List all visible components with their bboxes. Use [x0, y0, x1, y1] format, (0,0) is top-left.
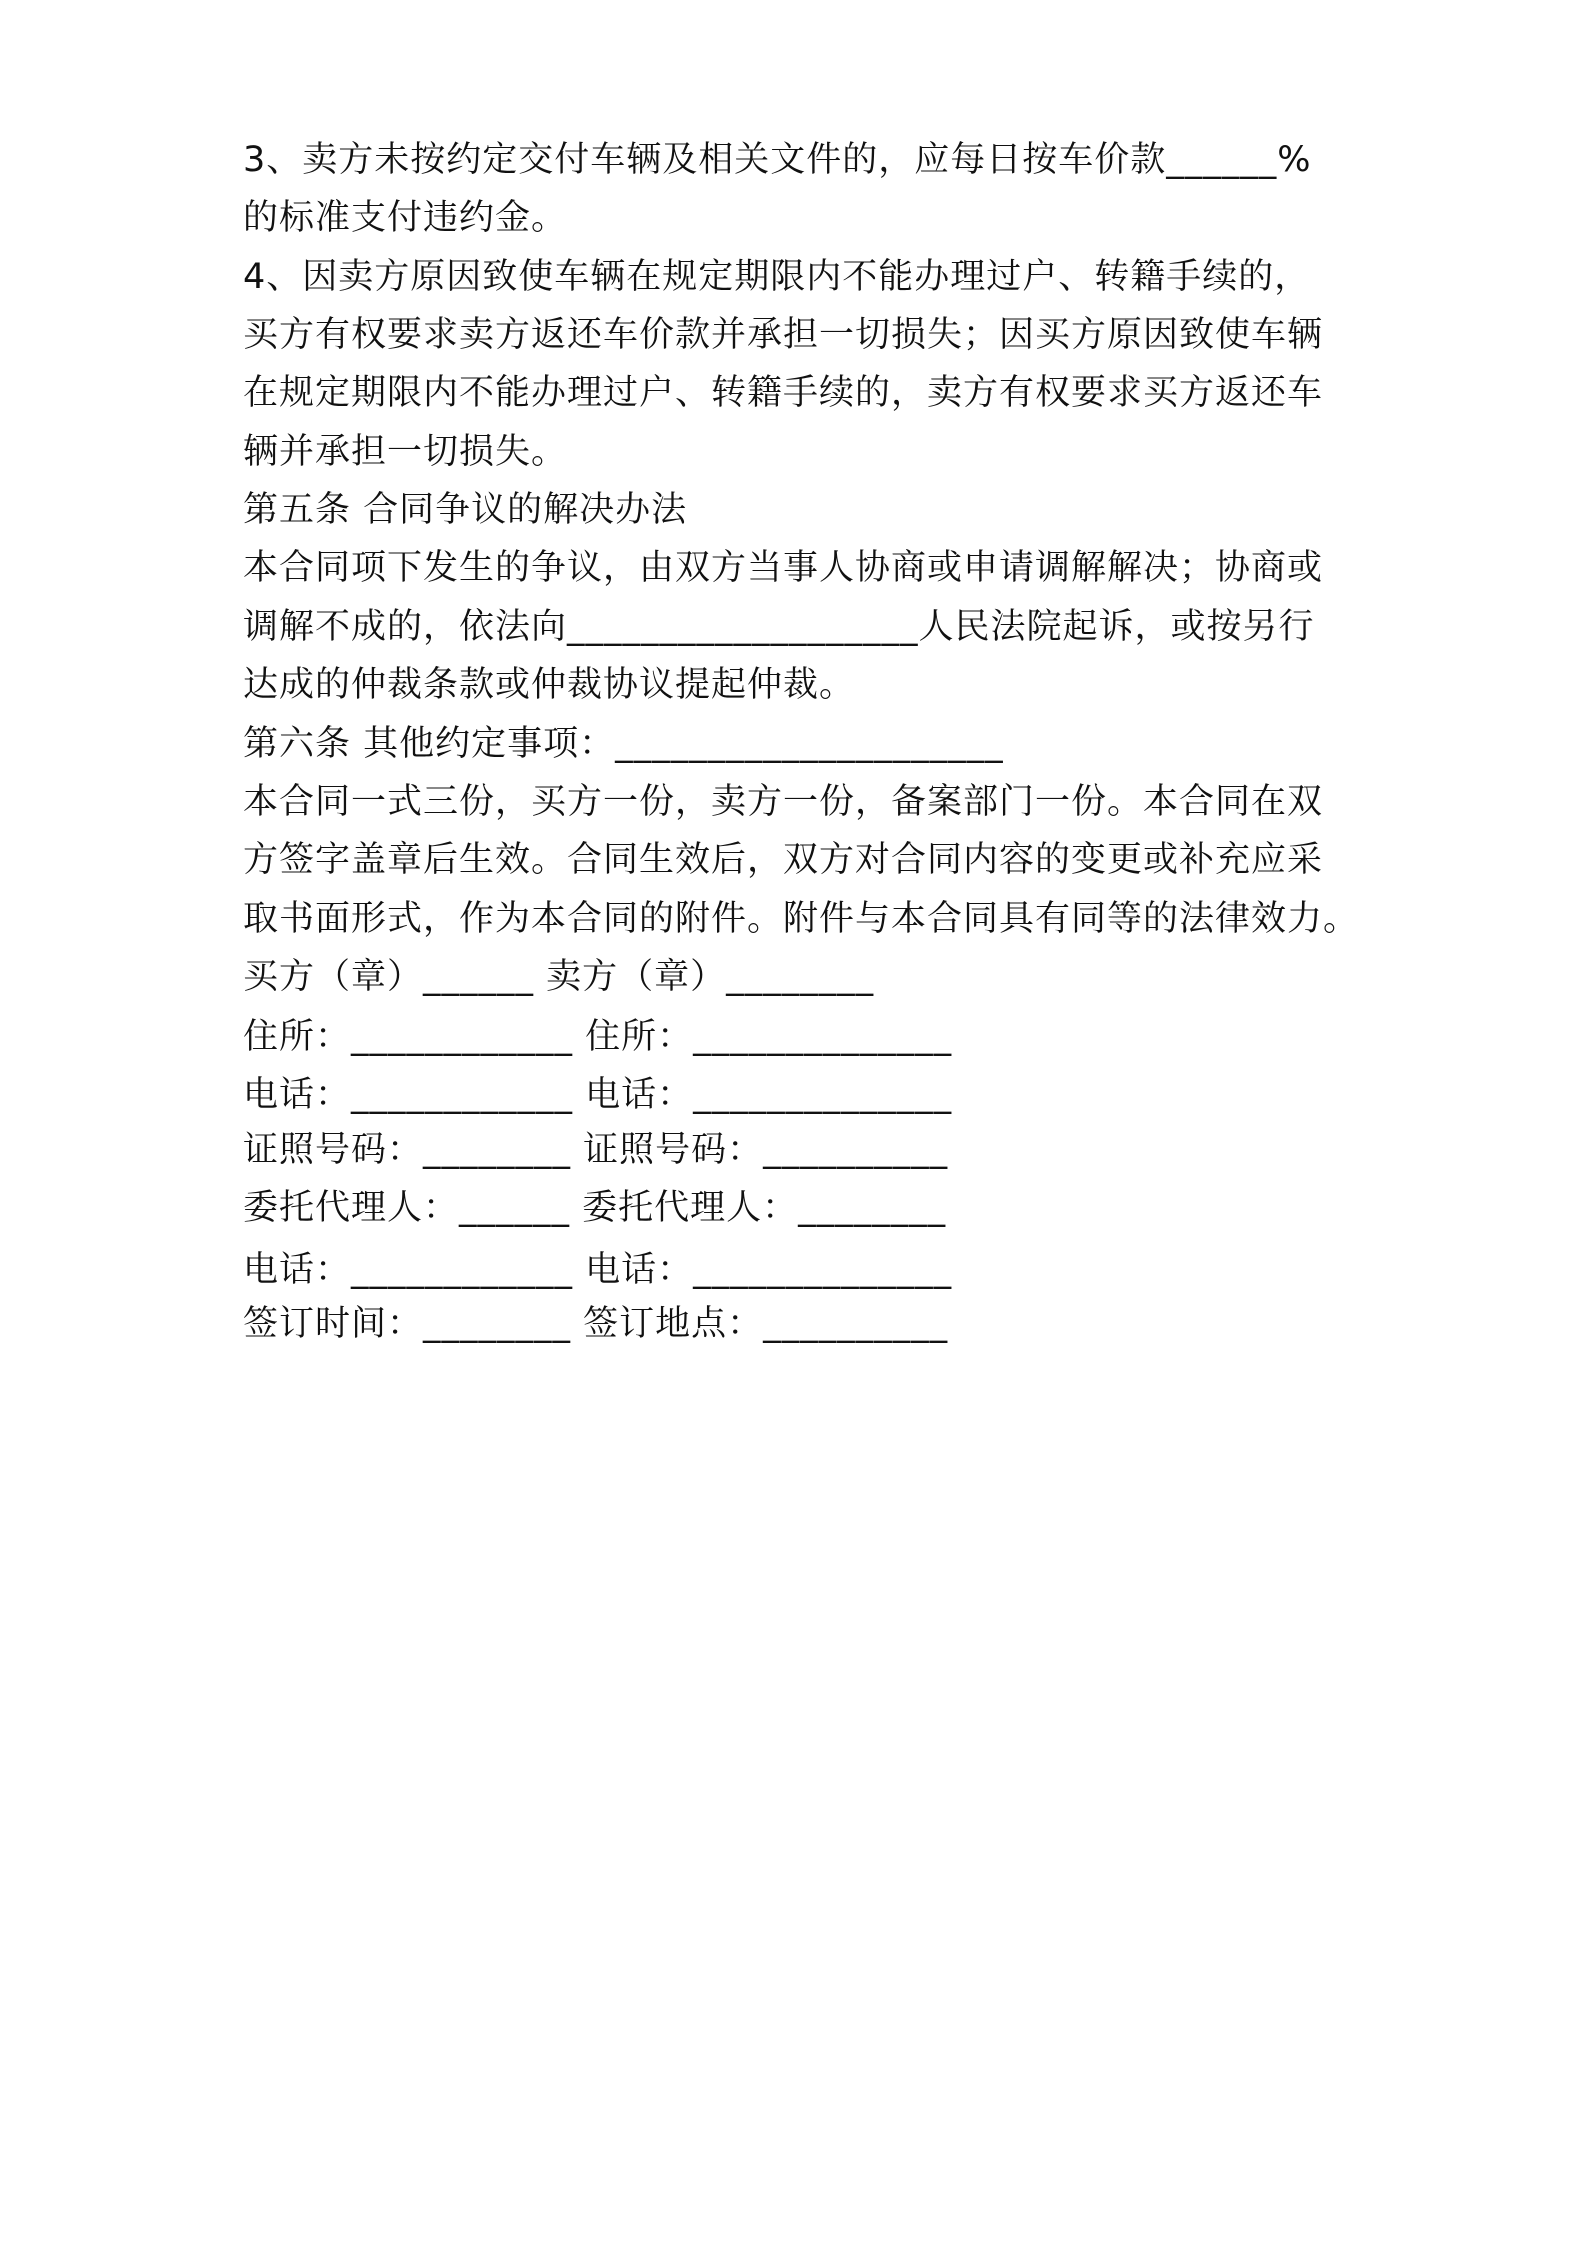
article6-heading: 第六条 其他约定事项：_____________________	[243, 724, 1004, 764]
clause4-line2: 买方有权要求卖方返还车价款并承担一切损失；因买方原因致使车辆	[243, 315, 1324, 355]
article5-line2: 调解不成的，依法向___________________人民法院起诉，或按另行	[243, 607, 1315, 647]
signature-agent: 委托代理人：______ 委托代理人：________	[243, 1188, 947, 1228]
article6-line1: 本合同一式三份，买方一份，卖方一份，备案部门一份。本合同在双	[243, 782, 1324, 822]
article5-line1: 本合同项下发生的争议，由双方当事人协商或申请调解解决；协商或	[243, 548, 1324, 588]
clause4-line1: 4、因卖方原因致使车辆在规定期限内不能办理过户、转籍手续的，	[243, 257, 1311, 297]
signature-parties: 买方（章）______ 卖方（章）________	[243, 957, 875, 997]
clause4-line3: 在规定期限内不能办理过户、转籍手续的，卖方有权要求买方返还车	[243, 373, 1324, 413]
clause4-line4: 辆并承担一切损失。	[243, 432, 568, 472]
article5-line3: 达成的仲裁条款或仲裁协议提起仲裁。	[243, 665, 856, 705]
signature-phone-1: 电话：____________ 电话：______________	[243, 1075, 953, 1115]
article6-line3: 取书面形式，作为本合同的附件。附件与本合同具有同等的法律效力。	[243, 899, 1360, 939]
signature-time-place: 签订时间：________ 签订地点：__________	[243, 1304, 949, 1344]
signature-phone-2: 电话：____________ 电话：______________	[243, 1250, 953, 1290]
article6-line2: 方签字盖章后生效。合同生效后，双方对合同内容的变更或补充应采	[243, 840, 1324, 880]
signature-id-number: 证照号码：________ 证照号码：__________	[243, 1130, 949, 1170]
clause3-line1: 3、卖方未按约定交付车辆及相关文件的，应每日按车价款______%	[243, 140, 1312, 180]
signature-address: 住所：____________ 住所：______________	[243, 1017, 953, 1057]
article5-heading: 第五条 合同争议的解决办法	[243, 490, 688, 530]
clause3-line2: 的标准支付违约金。	[243, 198, 568, 238]
